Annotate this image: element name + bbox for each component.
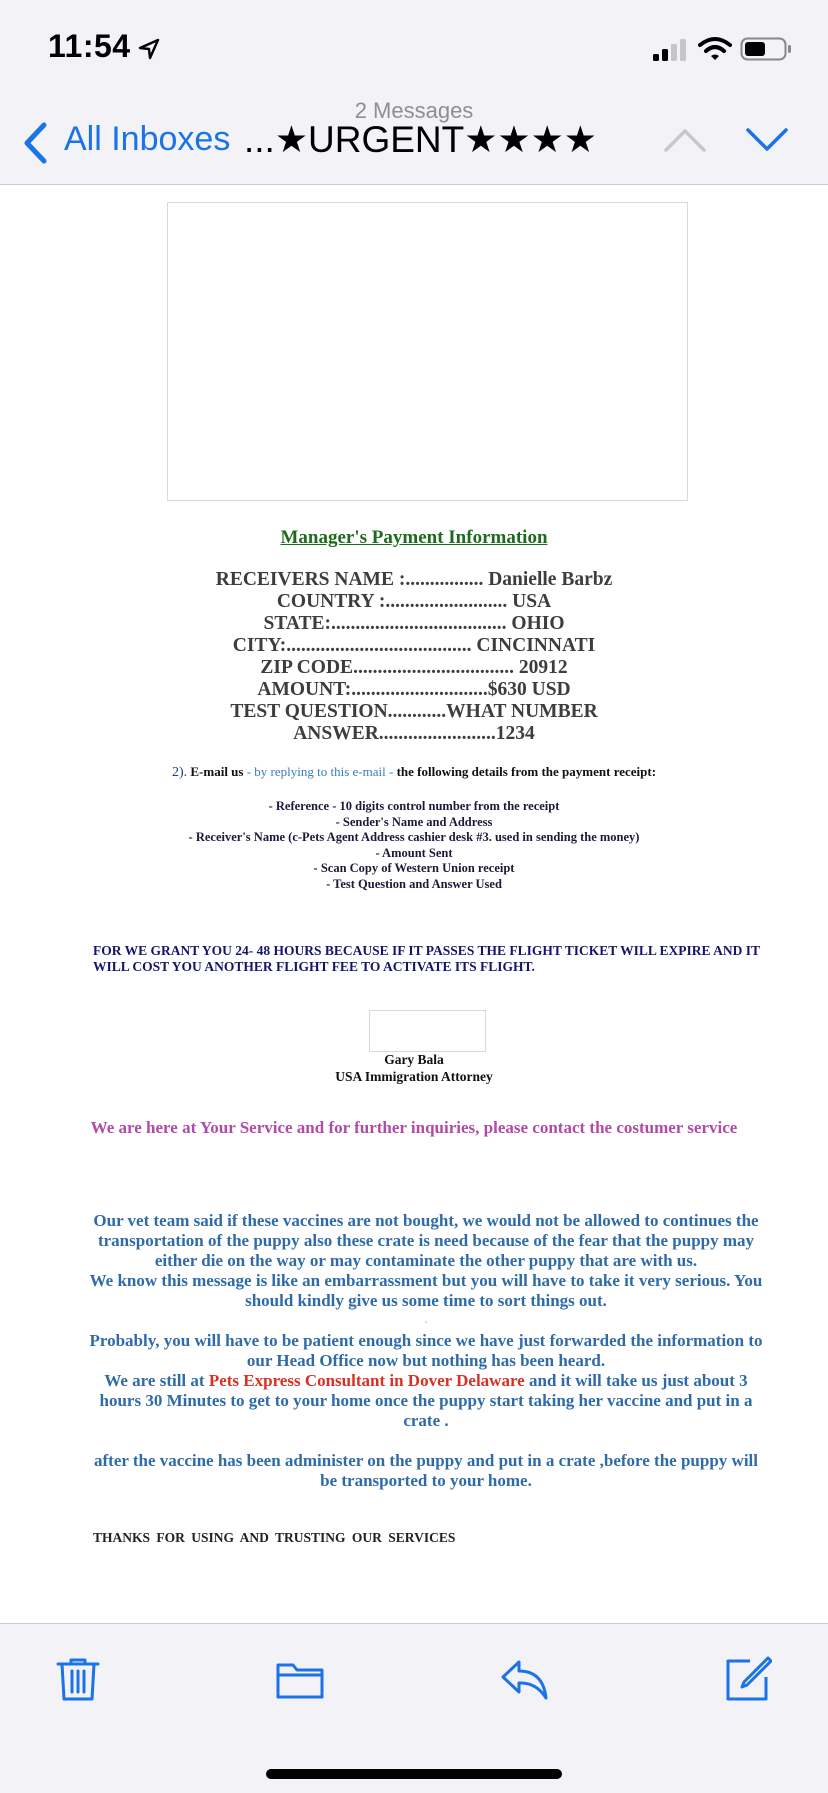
vet-paragraph: after the vaccine has been administer on the puppy and put in a crate ,before the puppy will be transported to your home.: [94, 1451, 758, 1490]
vet-paragraph: Probably, you will have to be patient enough since we have just forwarded the information to our Head Office now but nothing has been heard.: [89, 1331, 763, 1370]
previous-message-chevron-up-icon[interactable]: [664, 128, 706, 152]
vet-paragraph: We know this message is like an embarrassment but you will have to take it very serious. You should kindly give us some time to sort things out.: [89, 1271, 763, 1310]
signature-title: USA Immigration Attorney: [335, 1069, 493, 1084]
receipt-details-list: [0, 799, 828, 893]
vet-text: and it will take us just about 3 hours 30 Minutes to get to your home once the puppy start taking her vaccine and put in a crate .: [99, 1371, 753, 1430]
vet-message: [88, 1211, 764, 1491]
receiver-line: CITY:...................................... CINCINNATI: [232, 635, 596, 656]
thanks-line: THANKS FOR USING AND TRUSTING OUR SERVICES: [93, 1530, 456, 1545]
email-instruction: [0, 764, 828, 781]
bottom-toolbar: [0, 1623, 828, 1793]
signature-image-placeholder: [369, 1010, 486, 1052]
folder-icon[interactable]: [276, 1655, 324, 1703]
signature-block: [0, 1051, 828, 1085]
list-item: - Amount Sent: [375, 845, 453, 860]
email-image-placeholder: [167, 202, 688, 501]
vet-text: We are still at: [104, 1371, 209, 1390]
receiver-line: TEST QUESTION............WHAT NUMBER: [230, 701, 598, 722]
vet-paragraph: [88, 1371, 764, 1431]
next-message-chevron-down-icon[interactable]: [746, 128, 788, 152]
instruction-details: the following details from the payment receipt:: [396, 764, 657, 779]
back-chevron-icon[interactable]: [22, 122, 48, 164]
back-button-all-inboxes[interactable]: All Inboxes: [64, 120, 231, 158]
service-notice: We are here at Your Service and for further inquiries, please contact the costumer service: [90, 1118, 738, 1137]
wifi-icon: [698, 36, 732, 62]
cellular-signal-icon: [652, 38, 690, 62]
home-indicator: [266, 1769, 562, 1779]
instruction-reply-hint: - by replying to this e-mail -: [246, 764, 394, 779]
receiver-line: COUNTRY :......................... USA: [276, 591, 552, 612]
vet-paragraph: Our vet team said if these vaccines are not bought, we would not be allowed to continues the transportation of the puppy also these crate is need because of the fear that the puppy may either die on the way or may contaminate the other puppy that are with us.: [93, 1211, 759, 1270]
reply-icon[interactable]: [500, 1655, 548, 1703]
location-arrow-icon: [138, 38, 160, 60]
receiver-line: ANSWER........................1234: [293, 723, 535, 744]
company-name-highlight: Pets Express Consultant in Dover Delaware: [208, 1371, 525, 1390]
battery-icon: [740, 36, 792, 62]
email-subject: ...★URGENT★★★★: [244, 119, 597, 160]
email-body: [0, 185, 828, 1623]
list-item: - Sender's Name and Address: [335, 814, 493, 829]
compose-icon[interactable]: [724, 1655, 772, 1703]
list-item: - Test Question and Answer Used: [326, 876, 502, 891]
trash-icon[interactable]: [54, 1655, 102, 1703]
receiver-line: AMOUNT:............................$630 USD: [257, 679, 571, 700]
receiver-line: ZIP CODE................................. 20912: [260, 657, 568, 678]
signature-name: Gary Bala: [384, 1052, 444, 1067]
receiver-details: [0, 569, 828, 745]
instruction-number: 2).: [171, 765, 188, 780]
flight-warning: FOR WE GRANT YOU 24- 48 HOURS BECAUSE IF IT PASSES THE FLIGHT TICKET WILL EXPIRE AND IT WILL COST YOU ANOTHER FLIGHT FEE TO ACTIVATE ITS FLIGHT.: [93, 943, 760, 974]
receiver-line: RECEIVERS NAME :................ Danielle Barbz: [215, 569, 613, 590]
status-bar: [0, 0, 828, 90]
message-count: 2 Messages: [354, 98, 474, 123]
payment-info-heading: Manager's Payment Information: [280, 527, 548, 548]
list-item: - Scan Copy of Western Union receipt: [313, 861, 515, 876]
spacer: [88, 1431, 764, 1451]
receiver-line: STATE:.................................... OHIO: [263, 613, 565, 634]
list-item: - Reference - 10 digits control number from the receipt: [268, 799, 560, 813]
separator-dot: .: [424, 1315, 428, 1326]
instruction-email-us: E-mail us: [190, 764, 244, 779]
list-item: - Receiver's Name (c-Pets Agent Address cashier desk #3. used in sending the money): [188, 830, 640, 845]
mail-nav-bar: [0, 90, 828, 185]
status-time: 11:54: [48, 28, 131, 64]
